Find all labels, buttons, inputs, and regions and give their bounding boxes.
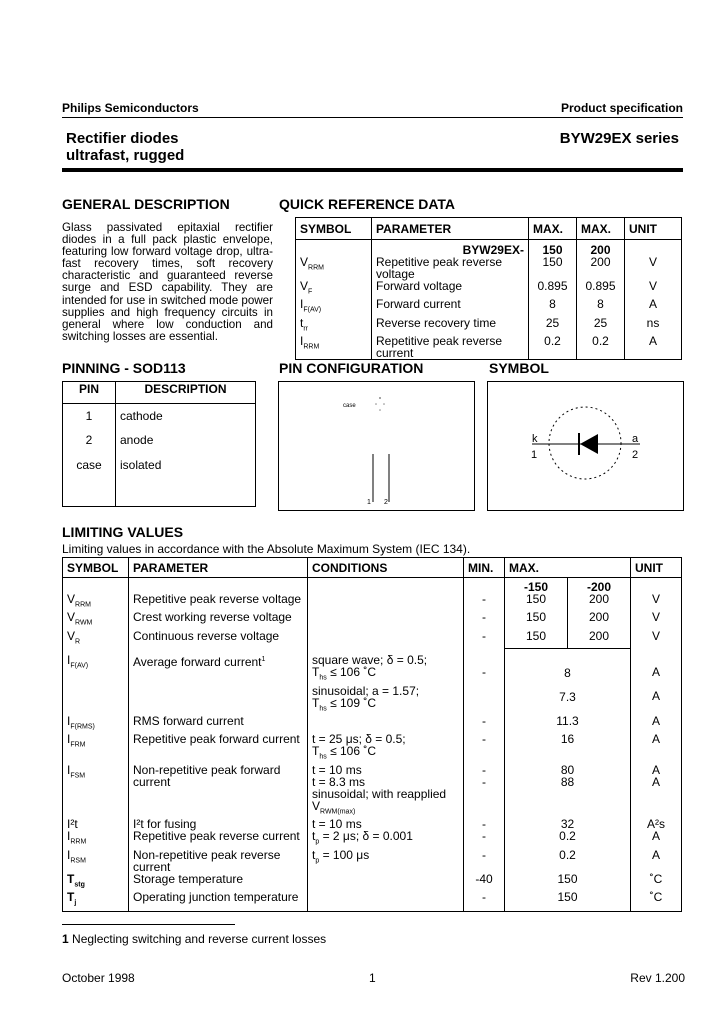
table-row: case isolated — [63, 452, 256, 507]
title-line-1: Rectifier diodes — [66, 130, 179, 147]
pin-1-label: 1 — [367, 499, 371, 506]
table-row: $I_{FSM}$ Non-repetitive peak forward current t = 10 ms t = 8.3 ms sinusoidal; with reapplied $V_{RWM(max)}$ - - 80 88 A A — [63, 764, 682, 818]
anode-label: a — [632, 433, 639, 445]
type-label: BYW29EX- — [372, 240, 529, 257]
col-conditions: CONDITIONS — [308, 558, 464, 578]
pinning-heading: PINNING - SOD113 — [62, 360, 186, 376]
table-row: $I_{F(RMS)}$ RMS forward current - 11.3 A — [63, 715, 682, 733]
table-row: $V_F$ Forward voltage 0.895 0.895 V — [296, 280, 682, 298]
type-a: -150 — [505, 578, 568, 594]
general-description-text: Glass passivated epitaxial rectifier diodes in a full pack plastic envelope, featuring low forward voltage drop, ultra-fast recovery times, soft recovery characteristic and guaranteed reverse surge and ESD capability. They are intended for use in switched mode power supplies and high frequency circuits in general where low conduction and switching losses are essential. — [62, 221, 273, 343]
pin-configuration-box — [278, 381, 475, 511]
cathode-label: k — [532, 433, 538, 445]
limiting-values-table — [62, 557, 682, 912]
pin-2-label: 2 — [384, 499, 388, 506]
package-outline-icon — [279, 382, 474, 510]
pin-configuration-heading: PIN CONFIGURATION — [279, 360, 424, 376]
col-pin: PIN — [63, 382, 116, 404]
title-rule — [62, 168, 683, 172]
company-name: Philips Semiconductors — [62, 101, 199, 115]
quick-reference-heading: QUICK REFERENCE DATA — [279, 196, 456, 212]
col-parameter: PARAMETER — [129, 558, 308, 578]
col-max-b: MAX. — [577, 218, 625, 240]
type-a: 150 — [529, 240, 577, 257]
table-row: $T_{stg}$ Storage temperature -40 150 ˚C — [63, 873, 682, 891]
terminal-1-label: 1 — [531, 449, 538, 461]
col-symbol: SYMBOL — [63, 558, 129, 578]
table-row: $I_{RRM}$ Repetitive peak reverse current 0.2 0.2 A — [296, 335, 682, 360]
col-min: MIN. — [464, 558, 505, 578]
table-row — [296, 240, 682, 257]
table-row: $I_{FRM}$ Repetitive peak forward current t = 25 μs; δ = 0.5; $T_{hs} \le 106$ ˚C - 16 A — [63, 733, 682, 763]
footer-date: October 1998 — [62, 971, 135, 985]
table-row: $V_{RWM}$ Crest working reverse voltage - 150 200 V — [63, 611, 682, 629]
header-rule — [62, 117, 683, 118]
table-row: $V_{RRM}$ Repetitive peak reverse voltage - 150 200 V — [63, 593, 682, 611]
product-title — [66, 130, 184, 164]
table-row — [63, 578, 682, 594]
table-row: 2 anode — [63, 428, 256, 452]
table-row: $I_{F(AV)}$ Forward current 8 8 A — [296, 298, 682, 316]
table-row: $V_R$ Continuous reverse voltage - 150 200 V — [63, 630, 682, 648]
table-row: $V_{RRM}$ Repetitive peak reverse voltage 150 200 V — [296, 256, 682, 280]
footnote-number: 1 — [62, 932, 69, 946]
col-symbol: SYMBOL — [296, 218, 372, 240]
limiting-values-intro: Limiting values in accordance with the Absolute Maximum System (IEC 134). — [62, 542, 471, 556]
footnote — [62, 932, 326, 946]
title-line-2: ultrafast, rugged — [66, 147, 185, 164]
type-b: -200 — [568, 578, 631, 594]
table-row: $I_{F(AV)}$ Average forward current$^1$ square wave; δ = 0.5; $T_{hs} \le 106$ ˚C sinusoidal; a = 1.57; $T_{hs} \le 109$ ˚C - 8 7.3 A A — [63, 648, 682, 715]
col-unit: UNIT — [625, 218, 682, 240]
table-header-row — [296, 218, 682, 240]
table-row: I²t I²t for fusing t = 10 ms - 32 A²s — [63, 818, 682, 830]
table-row: $I_{RRM}$ Repetitive peak reverse current $t_p = 2$ μs; δ = 0.001 - 0.2 A — [63, 830, 682, 848]
col-unit: UNIT — [631, 558, 682, 578]
col-max: MAX. — [505, 558, 631, 578]
footnote-rule — [62, 924, 235, 925]
document-type: Product specification — [560, 101, 683, 115]
pinning-table — [62, 381, 256, 507]
col-parameter: PARAMETER — [372, 218, 529, 240]
symbol-heading: SYMBOL — [489, 360, 549, 376]
series-name: BYW29EX series — [559, 130, 679, 147]
diode-symbol-icon — [488, 382, 683, 510]
table-row: $I_{RSM}$ Non-repetitive peak reverse current $t_p = 100$ μs - 0.2 A — [63, 849, 682, 873]
type-b: 200 — [577, 240, 625, 257]
col-description: DESCRIPTION — [116, 382, 256, 404]
quick-reference-table — [295, 217, 682, 360]
terminal-2-label: 2 — [632, 449, 639, 461]
col-max-a: MAX. — [529, 218, 577, 240]
symbol-box — [487, 381, 684, 511]
footer-revision: Rev 1.200 — [630, 971, 685, 985]
table-header-row — [63, 558, 682, 578]
footnote-text: Neglecting switching and reverse current losses — [68, 932, 327, 946]
table-row: 1 cathode — [63, 404, 256, 429]
table-row: $T_j$ Operating junction temperature - 150 ˚C — [63, 891, 682, 912]
general-description-heading: GENERAL DESCRIPTION — [62, 196, 230, 212]
case-label: case — [343, 403, 356, 409]
table-row: $t_{rr}$ Reverse recovery time 25 25 ns — [296, 317, 682, 335]
limiting-values-heading: LIMITING VALUES — [62, 524, 184, 540]
param-cell: Repetitive peak reverse voltage — [372, 256, 529, 280]
footer-page: 1 — [369, 971, 376, 985]
